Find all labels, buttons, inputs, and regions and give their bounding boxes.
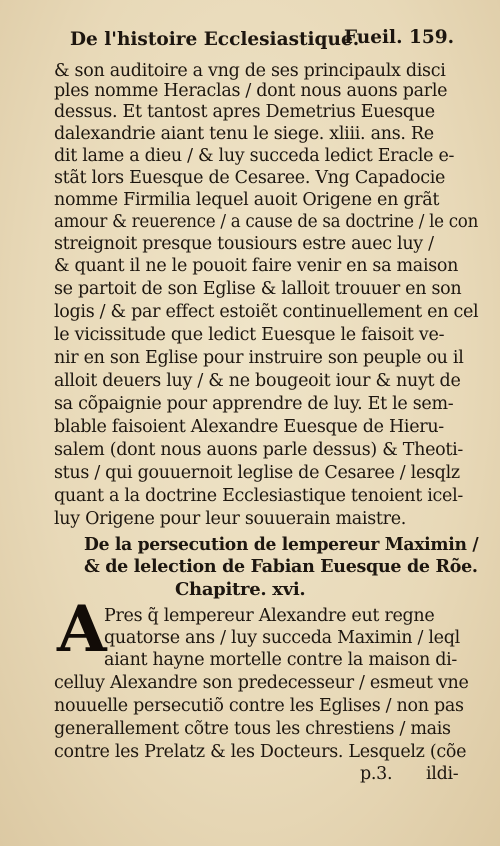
signature-mark: p.3. [360,764,393,784]
text-line: blable faisoient Alexandre Euesque de Hieru- [54,417,444,437]
text-line: dalexandrie aiant tenu le siege. xliii. ans. Re [54,124,434,144]
text-line: luy Origene pour leur souuerain maistre. [54,509,407,529]
text-line: sa cõpaignie pour apprendre de luy. Et le sem- [54,394,454,414]
decorated-initial: A [57,592,107,667]
text-line: streignoit presque tousiours estre auec luy / [54,234,434,254]
catchword: ildi- [426,764,459,784]
text-line: contre les Prelatz & les Docteurs. Lesquelz (cõe [54,742,467,762]
text-line: dit lame a dieu / & luy succeda ledict Eracle e- [54,146,455,166]
text-line: quant a la doctrine Ecclesiastique tenoient icel- [54,486,464,506]
chapter-heading-line: De la persecution de lempereur Maximin / [84,534,479,555]
running-head: De l'histoire Ecclesiastique. [70,29,360,50]
text-line: stus / qui gouuernoit leglise de Cesaree / lesqlz [54,463,460,483]
text-line: quatorse ans / luy succeda Maximin / leql [104,628,460,648]
text-line: se partoit de son Eglise & lalloit trouuer en son [54,279,462,299]
text-line: amour & reuerence / a cause de sa doctrine / le con [54,212,479,232]
text-line: stãt lors Euesque de Cesaree. Vng Capadocie [54,168,446,188]
text-line: ples nomme Heraclas / dont nous auons parle [54,81,448,101]
text-line: & son auditoire a vng de ses principaulx disci [54,61,446,81]
text-line: celluy Alexandre son predecesseur / esmeut vne [54,673,469,693]
text-line: & quant il ne le pouoit faire venir en sa maison [54,256,459,276]
text-line: aiant hayne mortelle contre la maison di- [104,650,458,670]
text-line: Pres q̃ lempereur Alexandre eut regne [104,606,435,626]
chapter-number: Chapitre. xvi. [175,579,306,600]
text-line: le vicissitude que ledict Euesque le faisoit ve- [54,325,445,345]
text-line: nir en son Eglise pour instruire son peuple ou il [54,348,464,368]
text-line: generallement cõtre tous les chrestiens / mais [54,719,451,739]
text-line: alloit deuers luy / & ne bougeoit iour & nuyt de [54,371,461,391]
text-line: logis / & par effect estoiẽt continuellement en cel [54,302,479,322]
text-line: dessus. Et tantost apres Demetrius Euesque [54,102,435,122]
text-line: nomme Firmilia lequel auoit Origene en grãt [54,190,440,210]
folio-number: Fueil. 159. [344,27,455,48]
text-line: salem (dont nous auons parle dessus) & Theoti- [54,440,464,460]
text-line: nouuelle persecutiõ contre les Eglises / non pas [54,696,464,716]
chapter-heading-line: & de lelection de Fabian Euesque de Rõe. [84,556,478,577]
